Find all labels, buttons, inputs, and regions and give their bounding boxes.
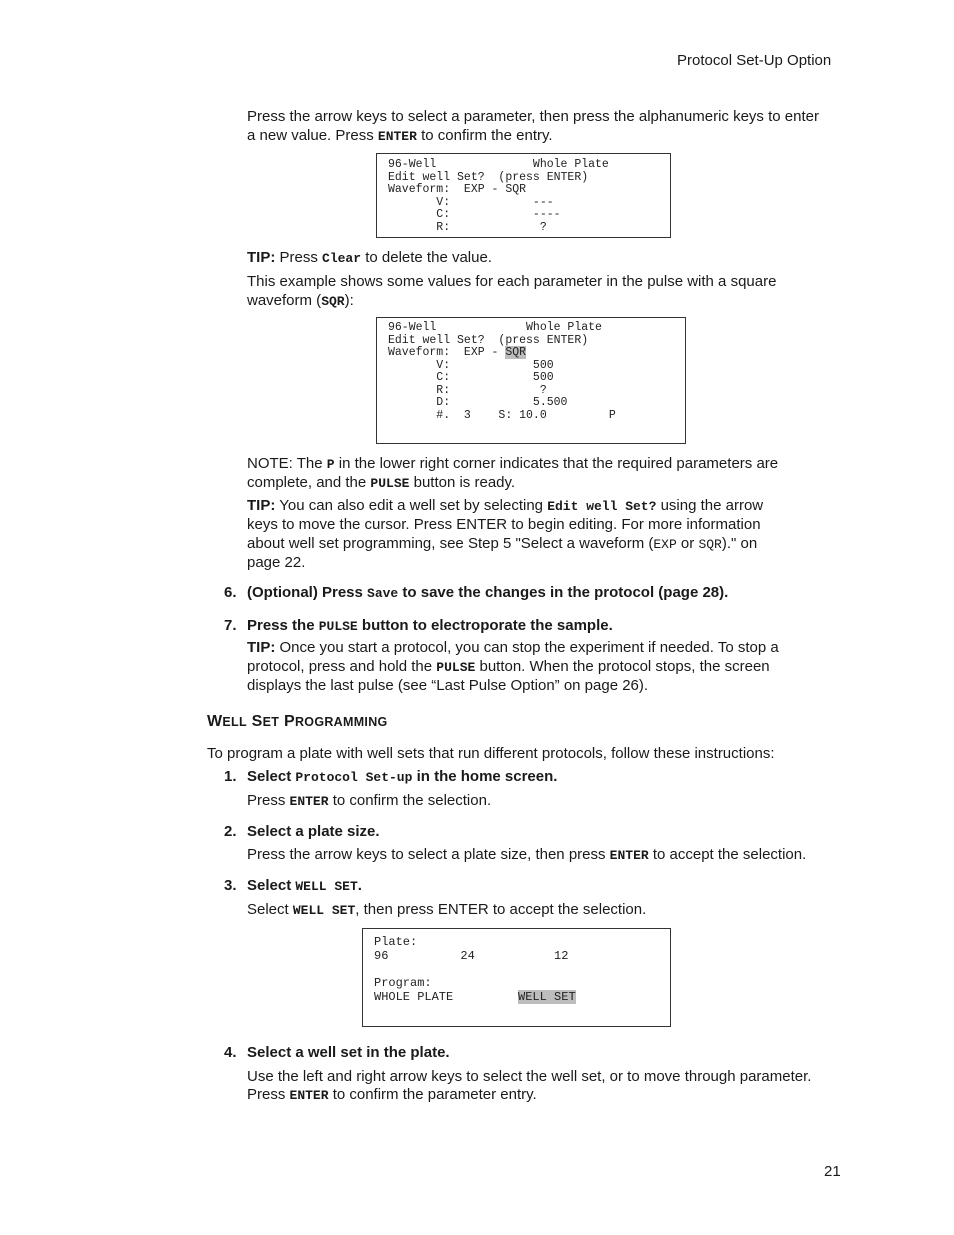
screen-line: V: 500 [388,358,554,372]
sqr-highlight: SQR [505,346,527,359]
screen-line: 96-Well Whole Plate [388,321,602,334]
step-4-body-1: Use the left and right arrow keys to select the well set, or to move through parameter. [247,1068,812,1085]
step-4-title: Select a well set in the plate. [247,1044,450,1061]
step-7-tip-1: TIP: Once you start a protocol, you can stop the experiment if needed. To stop a [247,639,779,656]
screen-line: D: 5.500 [388,396,568,409]
tip-edit-well-set-2: keys to move the cursor. Press ENTER to begin editing. For more information [247,516,761,533]
screen-line: C: 500 [388,371,554,384]
intro-line-1: Press the arrow keys to select a parameter, then press the alphanumeric keys to enter [247,108,819,125]
step-1-body: Press ENTER to confirm the selection. [247,792,492,809]
step-2-title: Select a plate size. [247,823,380,840]
step-3-title: Select WELL SET. [247,877,362,894]
screen-line: Waveform: EXP - SQR [388,183,527,196]
pulse-key: PULSE [318,619,358,634]
screen-line: Plate: [374,935,418,949]
well-set-highlight: WELL SET [518,989,576,1004]
example-line-1: This example shows some values for each parameter in the pulse with a square [247,273,777,290]
lcd-screen-sqr-values [376,317,686,444]
step-number: 2. [224,823,237,840]
screen-line: C: ---- [388,208,561,221]
step-7-tip-3: displays the last pulse (see “Last Pulse Option” on page 26). [247,677,649,694]
step-2-body: Press the arrow keys to select a plate size, then press ENTER to accept the selection. [247,846,807,863]
pulse-key: PULSE [370,476,410,491]
note-line-2: complete, and the PULSE button is ready. [247,474,516,491]
screen-line: Edit well Set? (press ENTER) [388,170,589,184]
intro-line-2: a new value. Press ENTER to confirm the entry. [247,127,553,144]
step-7-tip-2: protocol, press and hold the PULSE button. When the protocol stops, the screen [247,658,770,675]
screen-line: 96 24 12 [374,948,569,963]
enter-key: ENTER [377,129,417,144]
note-line-1: NOTE: The P in the lower right corner indicates that the required parameters are [247,455,779,472]
screen-line: Waveform: EXP - SQR [388,346,527,359]
step-6-title: (Optional) Press Save to save the changes in the protocol (page 28). [247,584,729,601]
screen-line: V: --- [388,195,554,209]
tip-edit-well-set-4: page 22. [247,554,306,571]
step-number: 7. [224,617,237,634]
tip-edit-well-set-1: TIP: You can also edit a well set by selecting Edit well Set? using the arrow [247,497,764,514]
step-number: 3. [224,877,237,894]
screen-line: Program: [374,976,432,990]
tip-edit-well-set-3: about well set programming, see Step 5 "Select a waveform (EXP or SQR)." on [247,535,758,552]
lcd-screen-edit-well-set [376,153,671,238]
step-7-title: Press the PULSE button to electroporate the sample. [247,617,613,634]
clear-key: Clear [322,251,362,266]
screen-line: #. 3 S: 10.0 P [388,408,616,422]
screen-line: R: ? [388,383,547,397]
screen-line: 96-Well Whole Plate [388,158,609,171]
step-1-title: Select Protocol Set-up in the home screen. [247,768,558,785]
page-number: 21 [824,1163,841,1180]
step-number: 4. [224,1044,237,1061]
screen-line: R: ? [388,220,547,234]
section-intro: To program a plate with well sets that run different protocols, follow these instructions: [207,745,775,762]
tip-clear: TIP: Press Clear to delete the value. [247,249,492,266]
running-header: Protocol Set-Up Option [677,52,832,69]
screen-line: Edit well Set? (press ENTER) [388,333,589,347]
step-number: 6. [224,584,237,601]
lcd-screen-plate-program [362,928,671,1027]
example-line-2: waveform (SQR): [247,292,354,309]
screen-line: WHOLE PLATE WELL SET [374,989,576,1004]
step-4-body-2: Press ENTER to confirm the parameter entry. [247,1086,537,1103]
sqr-key: SQR [321,294,345,309]
step-number: 1. [224,768,237,785]
step-3-body: Select WELL SET, then press ENTER to accept the selection. [247,901,647,918]
section-heading: WELL SET PROGRAMMING [207,713,388,730]
save-key: Save [367,586,399,601]
